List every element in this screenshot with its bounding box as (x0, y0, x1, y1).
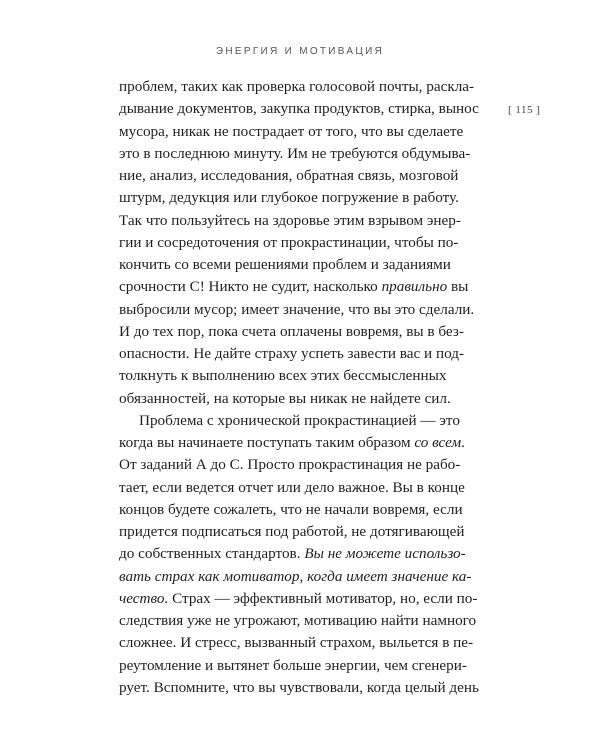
text-line: придется подписаться под работой, не дотягивающей (119, 523, 465, 540)
text-line: выбросили мусор; имеет значение, что вы это сделали. (119, 300, 475, 318)
text-line: От заданий А до С. Просто прокрастинация не рабо- (119, 456, 461, 474)
text-line: это в последнюю минуту. Им не требуются обдумыва- (119, 144, 471, 162)
text-line: И до тех пор, пока счета оплачены вовремя, вы в без- (119, 322, 464, 340)
text-line: толкнуть к выполнению всех этих бессмысленных (119, 367, 447, 385)
text-line: сложнее. И стресс, вызванный страхом, выльется в пе- (119, 634, 474, 652)
text-line: штурм, дедукция или глубокое погружение в работу. (119, 189, 459, 207)
text-line: проблем, таких как проверка голосовой почты, раскла- (119, 78, 475, 95)
text-line: ние, анализ, исследования, обратная связь, мозговой (119, 167, 459, 184)
text-span: вы (447, 278, 469, 296)
text-line: гии и сосредоточения от прокрастинации, чтобы по- (119, 233, 459, 251)
text-span: срочности С! Никто не судит, насколько (119, 278, 382, 296)
text-line: рует. Вспомните, что вы чувствовали, когда целый день (119, 678, 479, 696)
body-text (119, 76, 495, 699)
emphasis-text: Вы не можете использо- (304, 545, 466, 563)
paragraph-1 (119, 76, 495, 410)
emphasis-text: правильно (381, 278, 448, 296)
text-line (119, 588, 495, 610)
emphasis-text: чество. (119, 589, 169, 607)
text-line: тает, если ведется отчет или дело важное. Вы в конце (119, 478, 465, 496)
running-head: ЭНЕРГИЯ И МОТИВАЦИЯ (215, 46, 385, 57)
paragraph-2 (119, 410, 495, 699)
text-line: дывание документов, закупка продуктов, стирка, вынос (119, 100, 479, 118)
text-line: концов будете сожалеть, что не начали вовремя, если (119, 500, 463, 518)
text-line: Проблема с хронической прокрастинацией — это (139, 411, 460, 429)
text-line (119, 276, 495, 298)
text-line: Так что пользуйтесь на здоровье этим взрывом энер- (119, 211, 461, 229)
emphasis-line: вать страх как мотиватор, когда имеет значение ка- (119, 567, 472, 585)
text-line: обязанностей, на которые вы никак не найдете сил. (119, 389, 451, 407)
text-span: до собственных стандартов. (119, 545, 305, 563)
text-line: мусора, никак не пострадает от того, что вы сделаете (119, 122, 464, 140)
text-line: опасности. Не дайте страху успеть завести вас и под- (119, 345, 465, 362)
text-line: кончить со всеми решениями проблем и заданиями (119, 256, 451, 273)
page-number: [ 115 ] (508, 104, 541, 116)
text-line (119, 432, 495, 454)
text-line: реутомление и вытянет больше энергии, чем сгенери- (119, 656, 467, 674)
text-span: . (461, 434, 465, 451)
emphasis-text: со всем (414, 434, 462, 451)
text-span: Страх — эффективный мотиватор, но, если по- (168, 589, 478, 607)
text-line: следствия уже не угрожают, мотивацию найти намного (119, 612, 477, 629)
text-span: когда вы начинаете поступать таким образом (119, 434, 415, 451)
text-line (119, 543, 495, 565)
